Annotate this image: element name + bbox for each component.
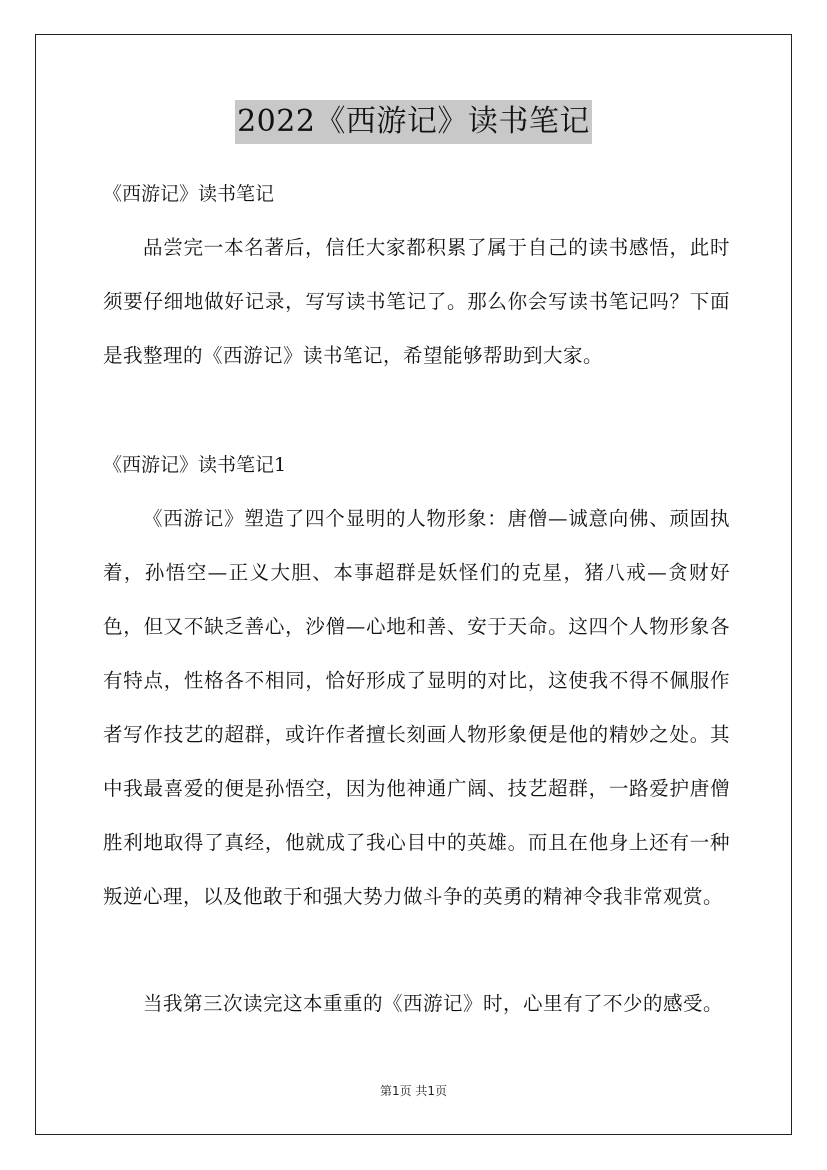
document-title bbox=[0, 100, 827, 144]
page-footer: 第1页 共1页 bbox=[379, 1084, 448, 1098]
section-heading-note-1: 《西游记》读书笔记1 bbox=[103, 454, 287, 476]
intro-paragraph: 品尝完一本名著后，信任大家都积累了属于自己的读书感悟，此时须要仔细地做好记录，写写读书笔记了。那么你会写读书笔记吗？下面是我整理的《西游记》读书笔记，希望能够帮助到大家。 bbox=[103, 236, 730, 367]
body-paragraph-1: 《西游记》塑造了四个显明的人物形象：唐僧—诚意向佛、顽固执着，孙悟空—正义大胆、本事超群是妖怪们的克星，猪八戒—贪财好色，但又不缺乏善心，沙僧—心地和善、安于天命。这四个人物形象各有特点，性格各不相同，恰好形成了显明的对比，这使我不得不佩服作者写作技艺的超群，或许作者擅长刻画人物形象便是他的精妙之处。其中我最喜爱的便是孙悟空，因为他神通广阔、技艺超群，一路爱护唐僧胜利地取得了真经，他就成了我心目中的英雄。而且在他身上还有一种叛逆心理，以及他敢于和强大势力做斗争的英勇的精神令我非常观赏。 bbox=[103, 507, 730, 908]
document-title-text: 2022《西游记》读书笔记 bbox=[235, 100, 592, 144]
section-heading-intro: 《西游记》读书笔记 bbox=[103, 183, 275, 205]
body-paragraph-2: 当我第三次读完这本重重的《西游记》时，心里有了不少的感受。 bbox=[143, 992, 724, 1015]
